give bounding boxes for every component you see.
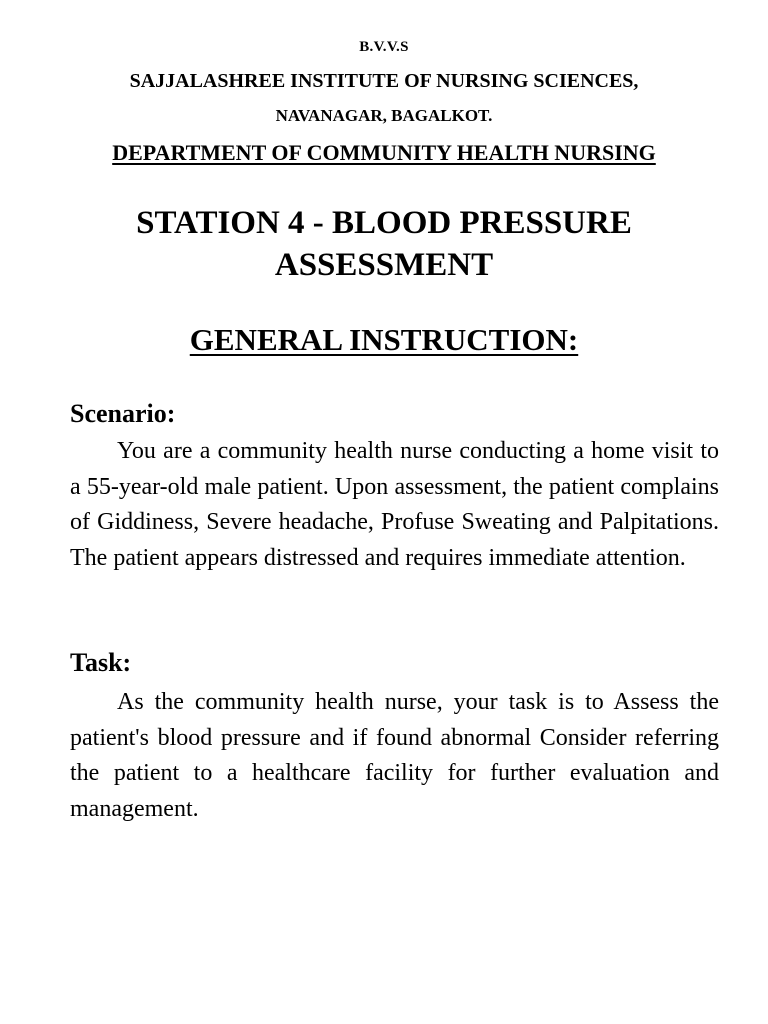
department-name: DEPARTMENT OF COMMUNITY HEALTH NURSING	[112, 140, 656, 165]
general-instruction-heading	[0, 322, 768, 358]
scenario-heading: Scenario:	[70, 399, 176, 428]
station-title-line-2: ASSESSMENT	[274, 247, 494, 283]
task-heading: Task:	[70, 648, 132, 677]
station-title-line-1: STATION 4 - BLOOD PRESSURE	[136, 205, 632, 241]
organization-short-name: B.V.V.S	[359, 39, 409, 55]
institute-location: NAVANAGAR, BAGALKOT.	[275, 106, 493, 125]
department-heading	[0, 140, 768, 166]
institute-name: SAJJALASHREE INSTITUTE OF NURSING SCIENCES,	[129, 70, 639, 92]
scenario-paragraph: You are a community health nurse conducting a home visit to a 55-year-old male patient. Upon assessment, the patient complains of Giddiness, Severe headache, Profuse Sweating and Palpitations. The patient appears distressed and requires immediate attention.	[70, 438, 719, 571]
station-title	[0, 202, 768, 286]
general-instruction-label: GENERAL INSTRUCTION:	[189, 322, 579, 357]
task-paragraph: As the community health nurse, your task is to Assess the patient's blood pressure and if found abnormal Consider referring the patient to a healthcare facility for further evaluation and management.	[70, 689, 719, 822]
